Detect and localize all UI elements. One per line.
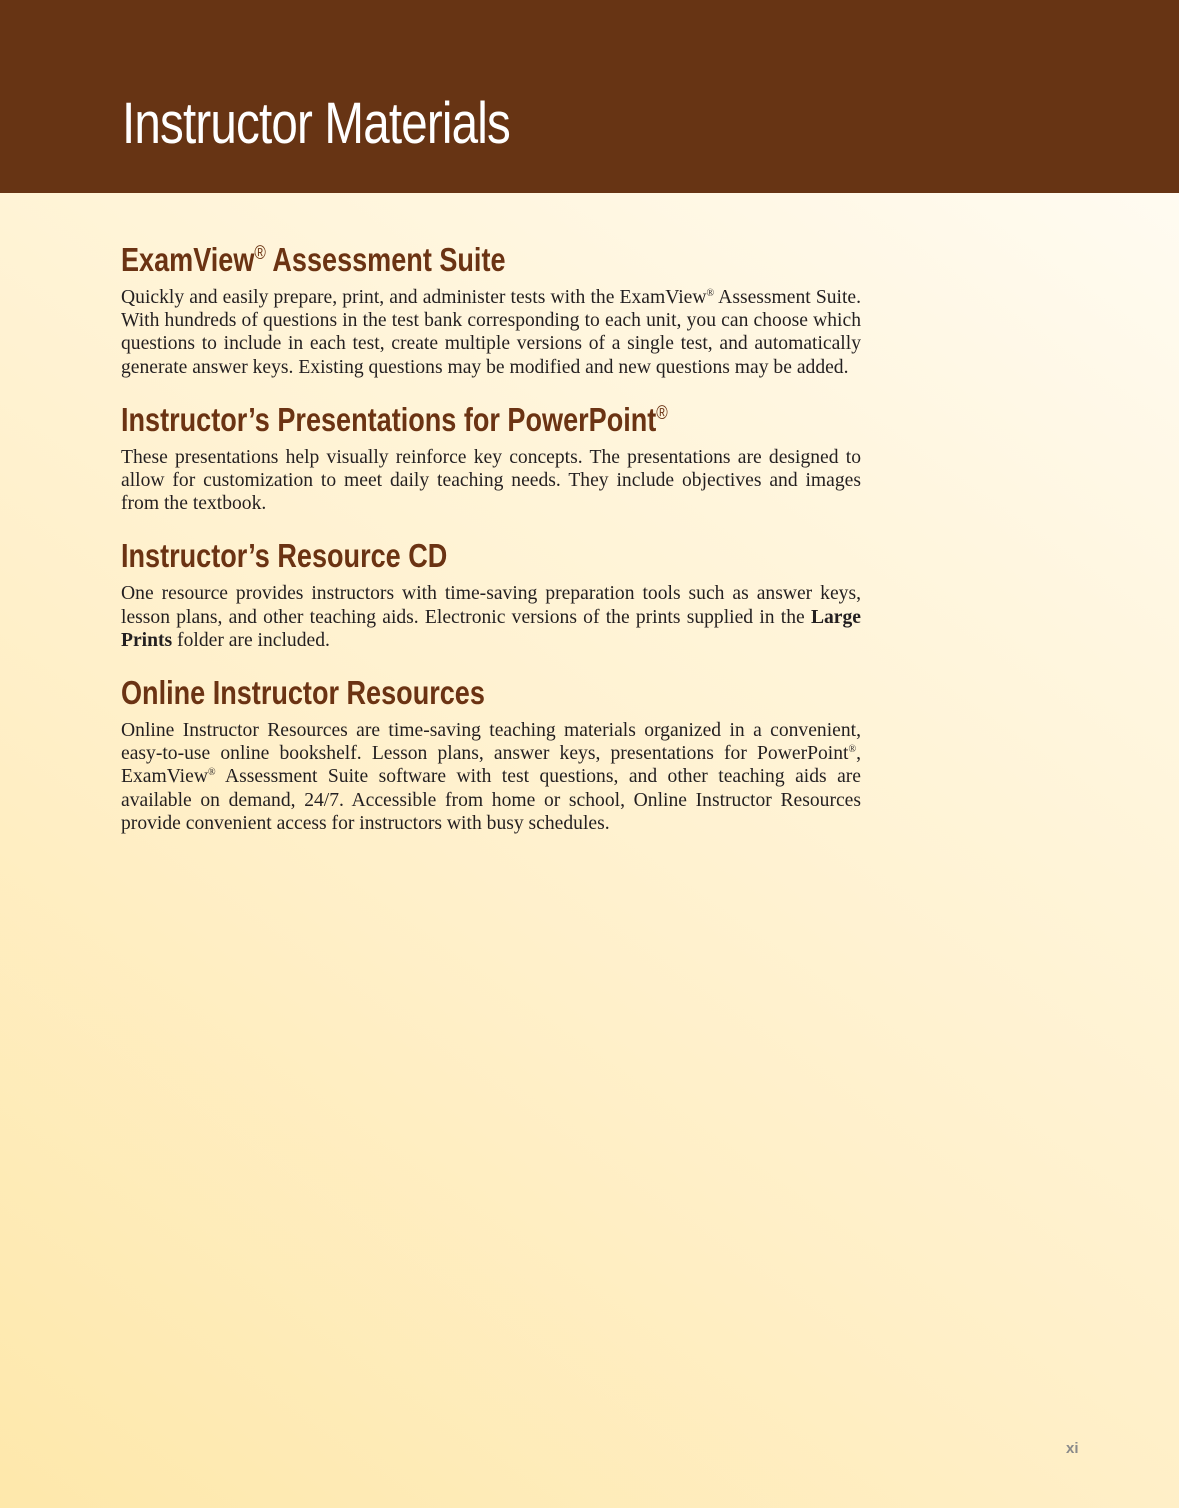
section-body: [121, 719, 861, 835]
page-number: xi: [1066, 1440, 1079, 1457]
page-title: Instructor Materials: [122, 91, 510, 156]
body-text: One resource provides instructors with time-saving preparation tools such as answer keys, lesson plans, and other teaching aids. Electronic versions of the prints supplied in the: [121, 583, 861, 628]
section-online-resources: [121, 671, 861, 835]
registered-mark: ®: [706, 288, 715, 299]
section-heading: [121, 398, 728, 442]
header-band: [0, 0, 1179, 193]
section-powerpoint: [121, 398, 861, 516]
section-resource-cd: [121, 534, 861, 652]
registered-mark: ®: [207, 767, 216, 779]
bold-term: Large Prints: [121, 606, 861, 651]
body-text: Assessment Suite software with test questions, and other teaching aids are available on demand, 24/7. Accessible from home or school, Online Instructor Resources provide convenient access for instructors with busy schedules.: [121, 766, 861, 834]
body-text: These presentations help visually reinforce key concepts. The presentations are designed to allow for customization to meet daily teaching needs. They include objectives and images from the textbook.: [121, 446, 861, 515]
section-body: [121, 582, 861, 652]
section-heading: Online Instructor Resources: [121, 674, 485, 712]
heading-text: ExamView: [121, 241, 255, 278]
body-text: Online Instructor Resources are time-saving teaching materials organized in a convenient, easy-to-use online bookshelf. Lesson plans, answer keys, presentations for PowerPoint: [121, 720, 861, 765]
registered-mark: ®: [848, 744, 857, 756]
section-heading: [121, 238, 728, 282]
content-column: [121, 238, 861, 854]
section-body: [121, 446, 861, 516]
body-text: , ExamView: [121, 743, 861, 788]
section-heading: Instructor’s Resource CD: [121, 537, 448, 575]
body-text: Quickly and easily prepare, print, and administer tests with the ExamView: [121, 287, 707, 308]
heading-text: Instructor’s Presentations for PowerPoint: [121, 400, 657, 438]
body-text: Assessment Suite. With hundreds of questions in the test bank corresponding to each unit, you can choose which questions to include in each test, create multiple versions of a single test, and automatically generate answer keys. Existing questions may be modified and new questions may be added.: [121, 287, 862, 378]
section-examview: [121, 238, 861, 379]
heading-text: Assessment Suite: [265, 241, 506, 278]
registered-mark: ®: [656, 402, 668, 424]
registered-mark: ®: [254, 243, 266, 264]
body-text: folder are included.: [172, 629, 330, 651]
section-body: [121, 286, 861, 379]
